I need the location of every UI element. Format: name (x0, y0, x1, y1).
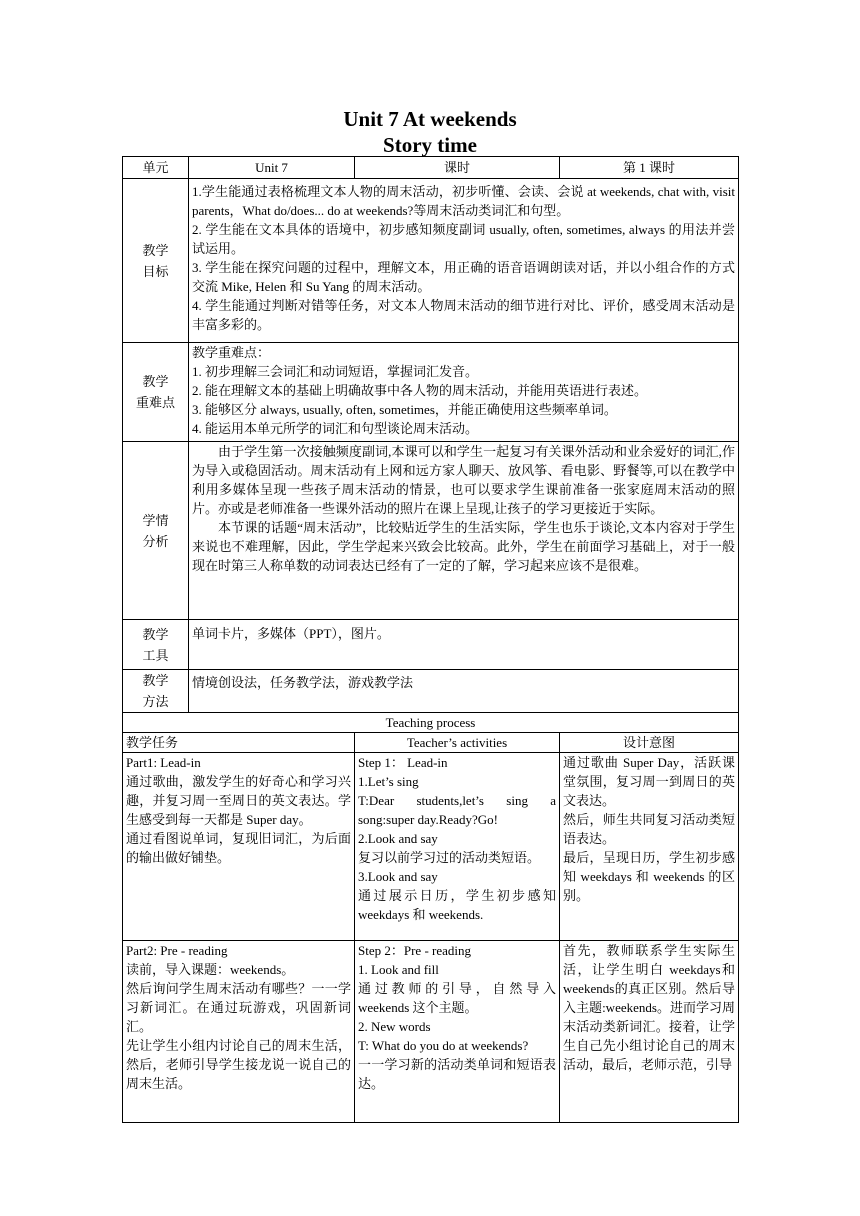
task-paragraph: 先让学生小组内讨论自己的周末生活，然后，老师引导学生接龙说一说自己的周末生活。 (126, 1038, 351, 1091)
process-columns-row (123, 733, 739, 753)
process-heading-row (123, 713, 739, 733)
process-heading: Teaching process (123, 713, 739, 733)
process-task-cell (123, 941, 355, 1123)
tools-row (123, 620, 739, 670)
key-points-label-line1: 教学 (142, 374, 169, 389)
teacher-line: 复习以前学习过的活动类短语。 (358, 850, 541, 865)
col-task-header: 教学任务 (123, 733, 355, 753)
period-value: 第 1 课时 (560, 157, 739, 179)
col-design-header: 设计意图 (560, 733, 739, 753)
teacher-step-heading: Step 1： Lead-in (358, 755, 448, 770)
teacher-step-heading: Step 2：Pre - reading (358, 943, 472, 958)
teacher-line: 通过展示日历，学生初步感知 weekdays 和 weekends. (358, 888, 557, 922)
header-row (123, 157, 739, 179)
key-point-item: 3. 能够区分 always, usually, often, sometimes，并能正确使用这些频率单词。 (192, 402, 617, 417)
teacher-line: T: What do you do at weekends? (358, 1038, 529, 1053)
methods-row (123, 670, 739, 713)
objective-item: 3. 学生能在探究问题的过程中，理解文本，用正确的语音语调朗读对话，并以小组合作的方式交流 Mike, Helen 和 Su Yang 的周末活动。 (192, 260, 736, 294)
teacher-line: T:Dear students,let’s sing a song:super day.Ready?Go! (358, 793, 557, 827)
methods-content: 情境创设法，任务教学法，游戏教学法 (189, 670, 739, 713)
tools-content: 单词卡片，多媒体（PPT），图片。 (189, 620, 739, 670)
unit-label: 单元 (123, 157, 189, 179)
document-title: Unit 7 At weekends (343, 107, 517, 131)
task-paragraph: 通过歌曲，激发学生的好奇心和学习兴趣，并复习周一至周日的英文表达。学生感受到每一天都是 Super day。 (126, 774, 351, 827)
key-point-item: 2. 能在理解文本的基础上明确故事中各人物的周末活动，并能用英语进行表述。 (192, 383, 648, 398)
key-points-label-line2: 重难点 (135, 395, 175, 410)
key-points-heading: 教学重难点： (192, 345, 271, 360)
tools-label-line2: 工具 (142, 647, 169, 663)
task-paragraph: 读前，导入课题：weekends。 (126, 962, 295, 977)
teacher-line: 一一学习新的活动类单词和短语表达。 (358, 1057, 557, 1091)
analysis-paragraph: 本节课的话题“周末活动”，比较贴近学生的生活实际，学生也乐于谈论,文本内容对于学生来说也不难理解，因此，学生学起来兴致会比较高。此外，学生在前面学习基础上，对于一般现在时第三人称单数的动词表达已经有了一定的了解，学习起来应该不是很难。 (192, 520, 736, 573)
methods-label (123, 670, 189, 713)
lesson-plan-table (122, 156, 739, 1123)
key-points-label (123, 343, 189, 442)
design-paragraph: 通过歌曲 Super Day，活跃课堂氛围，复习周一到周日的英文表达。 (563, 755, 736, 808)
key-points-row (123, 343, 739, 442)
process-row (123, 941, 739, 1123)
process-design-cell (560, 753, 739, 941)
teacher-line: 通过教师的引导，自然导入 weekends 这个主题。 (358, 981, 557, 1015)
task-paragraph: 通过看图说单词，复现旧词汇，为后面的输出做好铺垫。 (126, 831, 351, 865)
objective-item: 2. 学生能在文本具体的语境中，初步感知频度副词 usually, often, sometimes, always 的用法并尝试运用。 (192, 222, 736, 256)
teacher-line: 3.Look and say (358, 869, 438, 884)
period-label: 课时 (355, 157, 560, 179)
tools-label-line1: 教学 (142, 626, 169, 642)
objective-item: 1.学生能通过表格梳理文本人物的周末活动，初步听懂、会读、会说 at weekends, chat with, visit parents，What do/does... do at weekends?等周末活动类词汇和句型。 (192, 184, 736, 218)
key-point-item: 1. 初步理解三会词汇和动词短语，掌握词汇发音。 (192, 364, 479, 379)
teacher-line: 1. Look and fill (358, 962, 439, 977)
analysis-paragraph: 由于学生第一次接触频度副词,本课可以和学生一起复习有关课外活动和业余爱好的词汇,作为导入或稳固活动。周末活动有上网和远方家人聊天、放风筝、看电影、野餐等,可以在教学中利用多媒体呈现一些孩子周末活动的情景，也可以要求学生课前准备一张家庭周末活动的照片。亦或是老师准备一些课外活动的照片在课上呈现,让孩子的学习更接近于实际。 (192, 444, 736, 516)
analysis-label-line2: 分析 (142, 533, 169, 549)
analysis-content (189, 442, 739, 620)
design-paragraph: 首先，教师联系学生实际生活，让学生明白 weekdays和weekends的真正区别。然后导入主题:weekends。进而学习周末活动类新词汇。接着，让学生自己先小组讨论自己的周末活动，最后，老师示范，引导 (563, 943, 736, 1072)
process-design-cell (560, 941, 739, 1123)
analysis-label (123, 442, 189, 620)
design-paragraph: 最后，呈现日历，学生初步感知 weekdays 和 weekends 的区别。 (563, 850, 736, 903)
task-heading: Part1: Lead-in (126, 755, 201, 770)
objectives-row (123, 179, 739, 343)
objectives-content (189, 179, 739, 343)
teacher-line: 1.Let’s sing (358, 774, 419, 789)
teacher-line: 2.Look and say (358, 831, 438, 846)
document-subtitle: Story time (383, 133, 477, 157)
col-teacher-header: Teacher’s activities (355, 733, 560, 753)
key-points-content (189, 343, 739, 442)
process-teacher-cell (355, 941, 560, 1123)
task-paragraph: 然后询问学生周末活动有哪些？一一学习新词汇。在通过玩游戏，巩固新词汇。 (126, 981, 351, 1034)
analysis-label-line1: 学情 (142, 512, 169, 528)
tools-label (123, 620, 189, 670)
process-task-cell (123, 753, 355, 941)
analysis-row (123, 442, 739, 620)
objective-item: 4. 学生能通过判断对错等任务，对文本人物周末活动的细节进行对比、评价，感受周末活动是丰富多彩的。 (192, 298, 736, 332)
task-heading: Part2: Pre - reading (126, 943, 228, 958)
objectives-label-line2: 目标 (142, 263, 169, 279)
objectives-label-line1: 教学 (142, 242, 169, 258)
process-teacher-cell (355, 753, 560, 941)
design-paragraph: 然后，师生共同复习活动类短语表达。 (563, 812, 736, 846)
methods-label-line2: 方法 (142, 694, 169, 709)
key-point-item: 4. 能运用本单元所学的词汇和句型谈论周末活动。 (192, 421, 479, 436)
methods-label-line1: 教学 (142, 673, 169, 688)
teacher-line: 2. New words (358, 1019, 431, 1034)
process-row (123, 753, 739, 941)
objectives-label (123, 179, 189, 343)
unit-value: Unit 7 (189, 157, 355, 179)
